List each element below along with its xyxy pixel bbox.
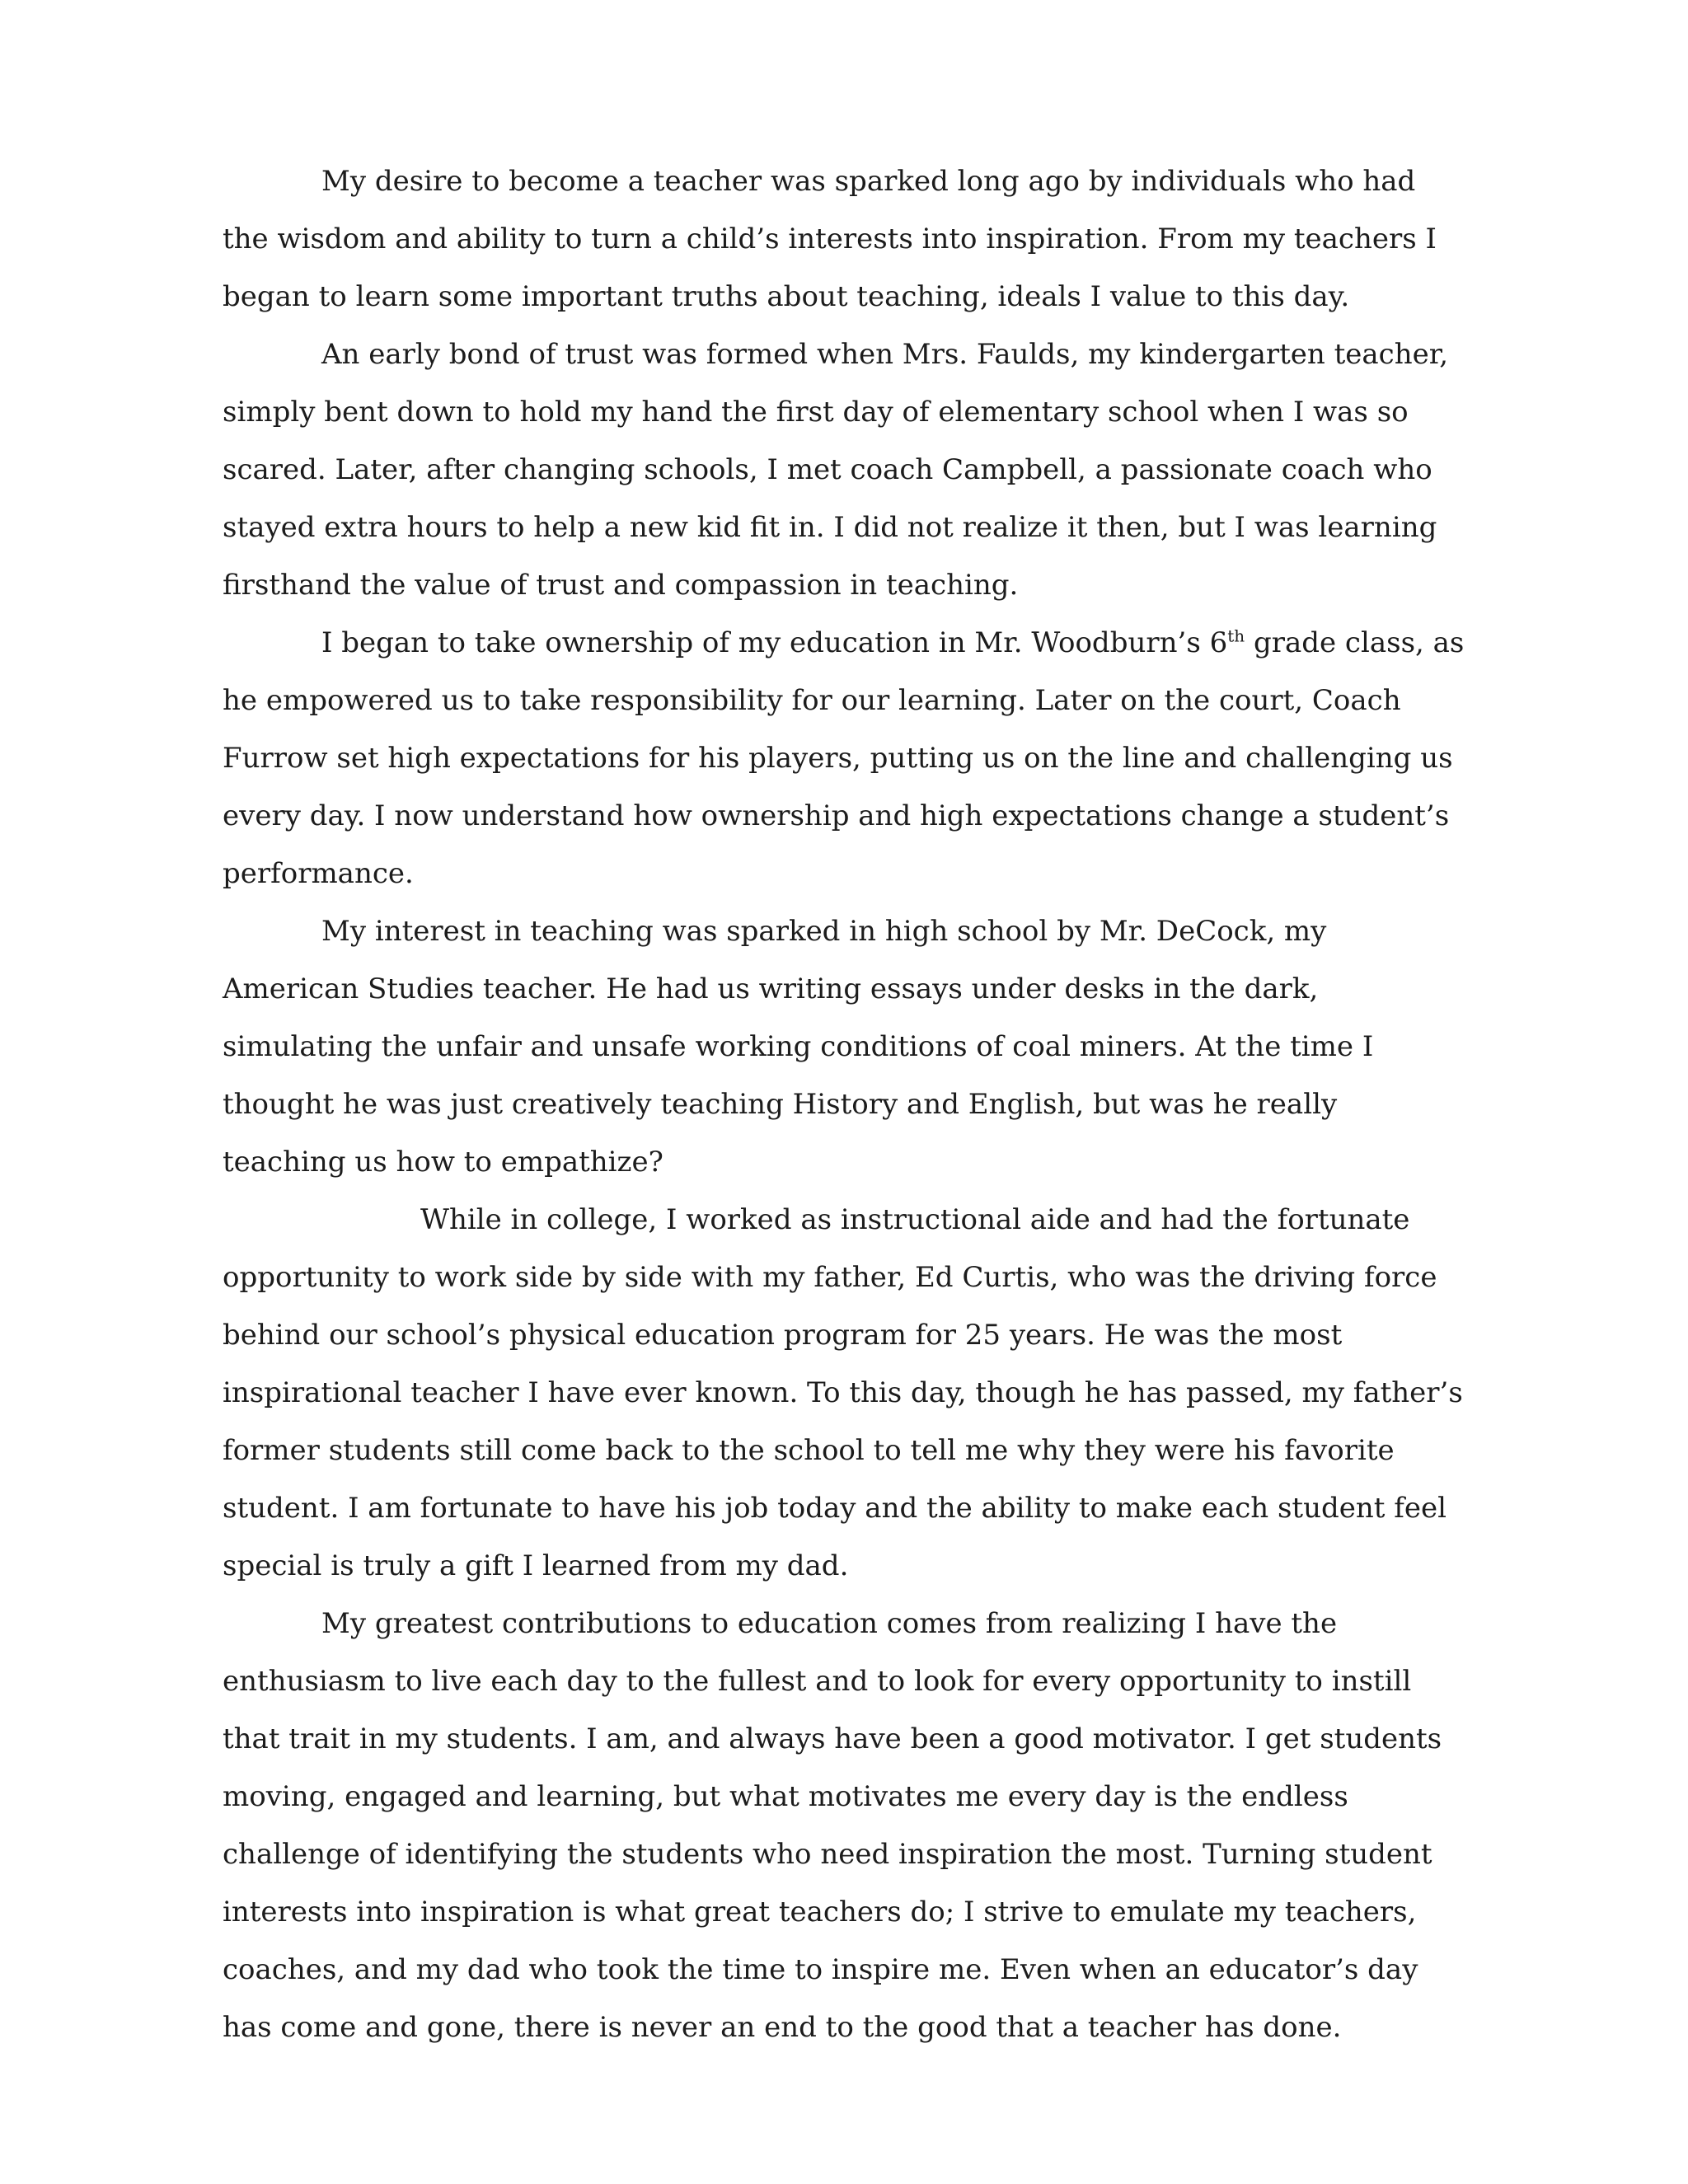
paragraph-5: While in college, I worked as instructional aide and had the fortunate opportunity to work side by side with my father, Ed Curtis, who was the driving force behind our school’s physical education program for 25 years. He was the most inspirational teacher I have ever known. To this day, though he has passed, my father’s former students still come back to the school to tell me why they were his favorite student. I am fortunate to have his job today and the ability to make each student feel special is truly a gift I learned from my dad.	[223, 1203, 1463, 1582]
paragraph-2: An early bond of trust was formed when Mrs. Faulds, my kindergarten teacher, simply bent down to hold my hand the first day of elementary school when I was so scared. Later, after changing schools, I met coach Campbell, a passionate coach who stayed extra hours to help a new kid fit in. I did not realize it then, but I was learning firsthand the value of trust and compassion in teaching.	[223, 338, 1449, 602]
essay-body	[223, 152, 1467, 2056]
paragraph-3-lead: I began to take ownership of my education in Mr. Woodburn’s 6	[321, 626, 1228, 659]
paragraph-4: My interest in teaching was sparked in high school by Mr. DeCock, my American Studies teacher. He had us writing essays under desks in the dark, simulating the unfair and unsafe working conditions of coal miners. At the time I thought he was just creatively teaching History and English, but was he really teaching us how to empathize?	[223, 915, 1374, 1179]
paragraph-6: My greatest contributions to education comes from realizing I have the enthusiasm to live each day to the fullest and to look for every opportunity to instill that trait in my students. I am, and always have been a good motivator. I get students moving, engaged and learning, but what motivates me every day is the endless challenge of identifying the students who need inspiration the most. Turning student interests into inspiration is what great teachers do; I strive to emulate my teachers, coaches, and my dad who took the time to inspire me. Even when an educator’s day has come and gone, there is never an end to the good that a teacher has done.	[223, 1607, 1442, 2044]
ordinal-superscript: th	[1227, 626, 1245, 646]
paragraph-1: My desire to become a teacher was sparked long ago by individuals who had the wisdom and ability to turn a child’s interests into inspiration. From my teachers I began to learn some important truths about teaching, ideals I value to this day.	[223, 165, 1437, 313]
paragraph-3-rest: grade class, as he empowered us to take responsibility for our learning. Later on the court, Coach Furrow set high expectations for his players, putting us on the line and challenging us every day. I now understand how ownership and high expectations change a student’s performance.	[223, 626, 1465, 890]
paragraph-3	[223, 614, 1467, 902]
